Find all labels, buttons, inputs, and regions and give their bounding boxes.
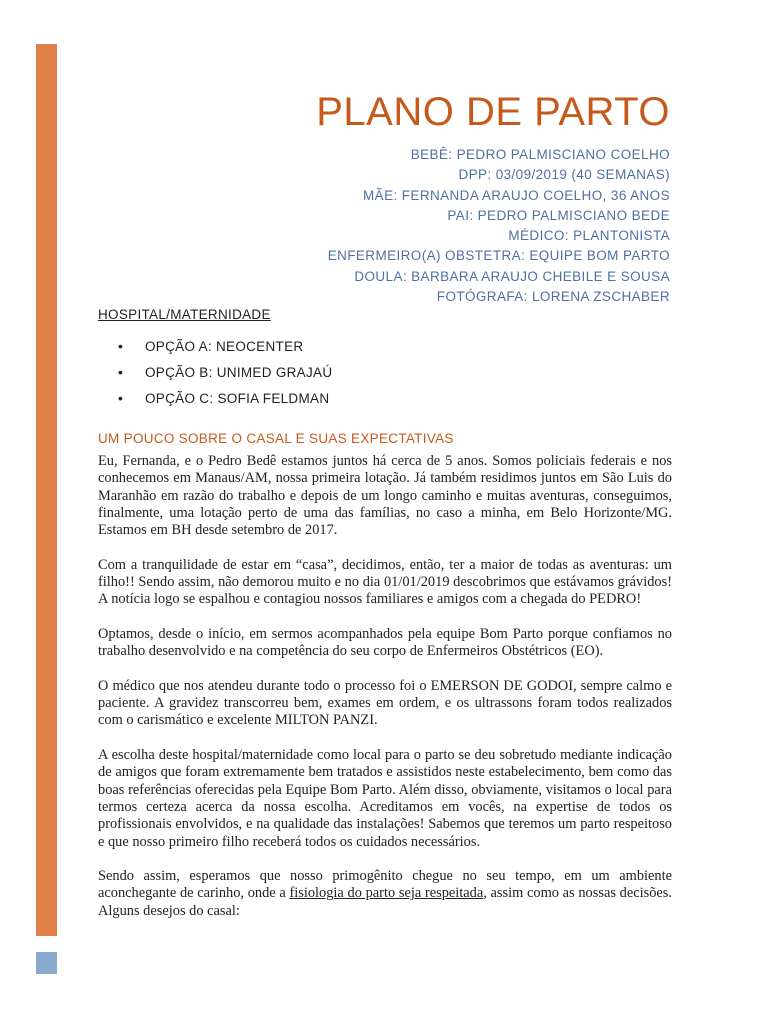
info-line-nurse: ENFERMEIRO(A) OBSTETRA: EQUIPE BOM PARTO — [327, 248, 670, 264]
info-line-baby: BEBÊ: PEDRO PALMISCIANO COELHO — [410, 147, 670, 162]
option-label: OPÇÃO A: NEOCENTER — [145, 338, 304, 354]
page-title: PLANO DE PARTO — [316, 90, 670, 134]
text-run: Sendo assim, esperamos que nosso primogênito chegue no seu tempo, em um ambiente aconchegante de carinho, onde a — [98, 868, 672, 902]
paragraph: Com a tranquilidade de estar em “casa”, decidimos, então, ter a maior de todas as aventuras: um filho!! Sendo assim, não demorou muito e no dia 01/01/2019 descobrimos que estávamos grávidos! A notícia logo se espalhou e contagiou nossos familiares e amigos com a chegada do PEDRO! — [98, 556, 672, 608]
birth-info-block — [328, 145, 670, 307]
info-line-due-date: DPP: 03/09/2019 (40 SEMANAS) — [458, 167, 670, 183]
decorative-square — [36, 952, 57, 974]
list-item — [118, 359, 332, 385]
paragraph: Eu, Fernanda, e o Pedro Bedê estamos juntos há cerca de 5 anos. Somos policiais federais e nos conhecemos em Manaus/AM, nossa primeira lotação. Já também residimos juntos em São Luis do Maranhão em razão do trabalho e depois de um longo caminho e muitas aventuras, conseguimos, finalmente, uma lotação perto de uma das famílias, no caso a minha, em Belo Horizonte/MG. Estamos em BH desde setembro de 2017. — [98, 453, 672, 539]
paragraph: O médico que nos atendeu durante todo o processo foi o EMERSON DE GODOI, sempre calmo e paciente. A gravidez transcorreu bem, exames em ordem, e os ultrassons foram todos realizados com o carismático e excelente MILTON PANZI. — [98, 677, 672, 729]
text-run: , assim como as nossas decisões. Alguns desejos do casal: — [98, 885, 672, 919]
info-line-doula: DOULA: BARBARA ARAUJO CHEBILE E SOUSA — [354, 268, 670, 284]
bullet: • — [118, 390, 124, 406]
info-line-photographer: FOTÓGRAFA: LORENA ZSCHABER — [436, 289, 670, 305]
list-item — [118, 385, 332, 411]
info-line-mother: MÃE: FERNANDA ARAUJO COELHO, 36 ANOS — [363, 187, 670, 203]
paragraph: Optamos, desde o início, em sermos acompanhados pela equipe Bom Parto porque confiamos no trabalho desenvolvido e na competência do seu corpo de Enfermeiros Obstétricos (EO). — [98, 625, 672, 660]
bullet: • — [118, 364, 124, 380]
paragraph-last — [98, 868, 672, 920]
info-line-doctor: MÉDICO: PLANTONISTA — [508, 228, 670, 244]
hospital-options-list — [118, 333, 332, 411]
info-line-father: PAI: PEDRO PALMISCIANO BEDE — [447, 207, 670, 223]
couple-heading: UM POUCO SOBRE O CASAL E SUAS EXPECTATIVAS — [98, 431, 454, 446]
hospital-heading: HOSPITAL/MATERNIDADE — [98, 307, 271, 322]
decorative-side-bar — [36, 44, 57, 936]
underlined-phrase: fisiologia do parto seja respeitada — [289, 885, 484, 902]
bullet: • — [118, 338, 124, 354]
option-label: OPÇÃO C: SOFIA FELDMAN — [145, 390, 330, 406]
paragraph: A escolha deste hospital/maternidade como local para o parto se deu sobretudo mediante indicação de amigos que foram extremamente bem tratados e assistidos neste estabelecimento, bem como das boas referências oferecidas pela Equipe Bom Parto. Além disso, obviamente, visitamos o local para termos certeza acerca da nossa escolha. Acreditamos em vocês, na expertise de todos os profissionais envolvidos, e na qualidade das instalações! Sabemos que teremos um parto respeitoso e que nosso primeiro filho receberá todos os cuidados necessários. — [98, 747, 672, 850]
body-text — [98, 453, 672, 937]
list-item — [118, 333, 332, 359]
option-label: OPÇÃO B: UNIMED GRAJAÚ — [145, 364, 333, 380]
